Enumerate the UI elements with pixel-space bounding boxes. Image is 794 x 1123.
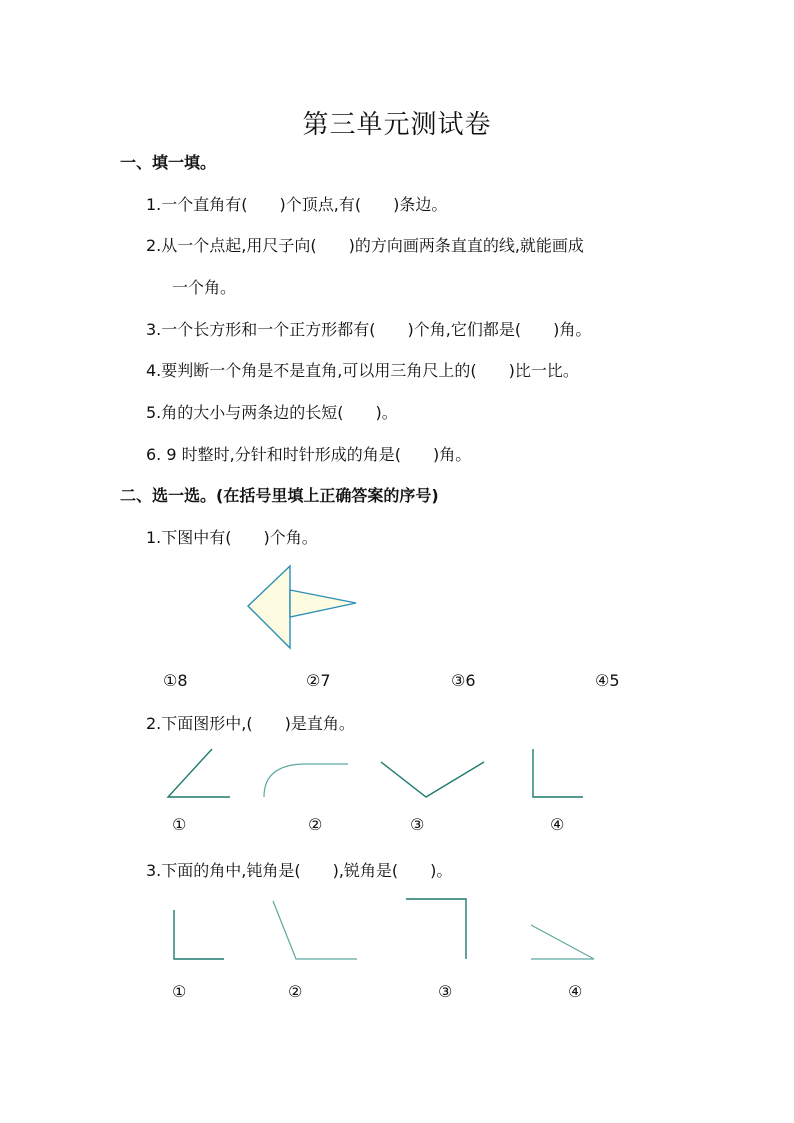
q2-3-label-3: ③ — [438, 982, 453, 1001]
question-1-3: 3.一个长方形和一个正方形都有( )个角,它们都是( )角。 — [146, 320, 592, 339]
q2-2-label-4: ④ — [550, 815, 565, 834]
q2-1-option-2: ②7 — [306, 671, 331, 690]
q2-3-label-1: ① — [172, 982, 187, 1001]
q2-1-option-4: ④5 — [595, 671, 620, 690]
question-2-1: 1.下图中有( )个角。 — [146, 528, 318, 547]
q2-1-option-3: ③6 — [451, 671, 476, 690]
question-1-4: 4.要判断一个角是不是直角,可以用三角尺上的( )比一比。 — [146, 361, 579, 380]
section-2-heading: 二、选一选。(在括号里填上正确答案的序号) — [120, 486, 439, 505]
q2-3-label-2: ② — [288, 982, 303, 1001]
question-1-5: 5.角的大小与两条边的长短( )。 — [146, 403, 398, 422]
q2-3-label-4: ④ — [568, 982, 583, 1001]
q2-2-label-3: ③ — [410, 815, 425, 834]
question-1-6: 6. 9 时整时,分针和时针形成的角是( )角。 — [146, 445, 472, 464]
page-title: 第三单元测试卷 — [302, 110, 492, 140]
question-2-3: 3.下面的角中,钝角是( ),锐角是( )。 — [146, 861, 453, 880]
question-1-2-line2: 一个角。 — [172, 278, 237, 297]
question-2-2: 2.下面图形中,( )是直角。 — [146, 714, 355, 733]
question-1-1: 1.一个直角有( )个顶点,有( )条边。 — [146, 195, 448, 214]
q2-1-option-1: ①8 — [163, 671, 188, 690]
q2-2-label-2: ② — [308, 815, 323, 834]
q3-corner-right-angle-figure — [406, 899, 466, 959]
q3-acute-angle-figure — [531, 925, 594, 959]
q2-2-label-1: ① — [172, 815, 187, 834]
q3-right-angle-figure — [174, 910, 224, 959]
question-1-2-line1: 2.从一个点起,用尺子向( )的方向画两条直直的线,就能画成 — [146, 236, 584, 255]
q3-obtuse-angle-figure — [273, 901, 357, 959]
section-1-heading: 一、填一填。 — [120, 153, 217, 172]
